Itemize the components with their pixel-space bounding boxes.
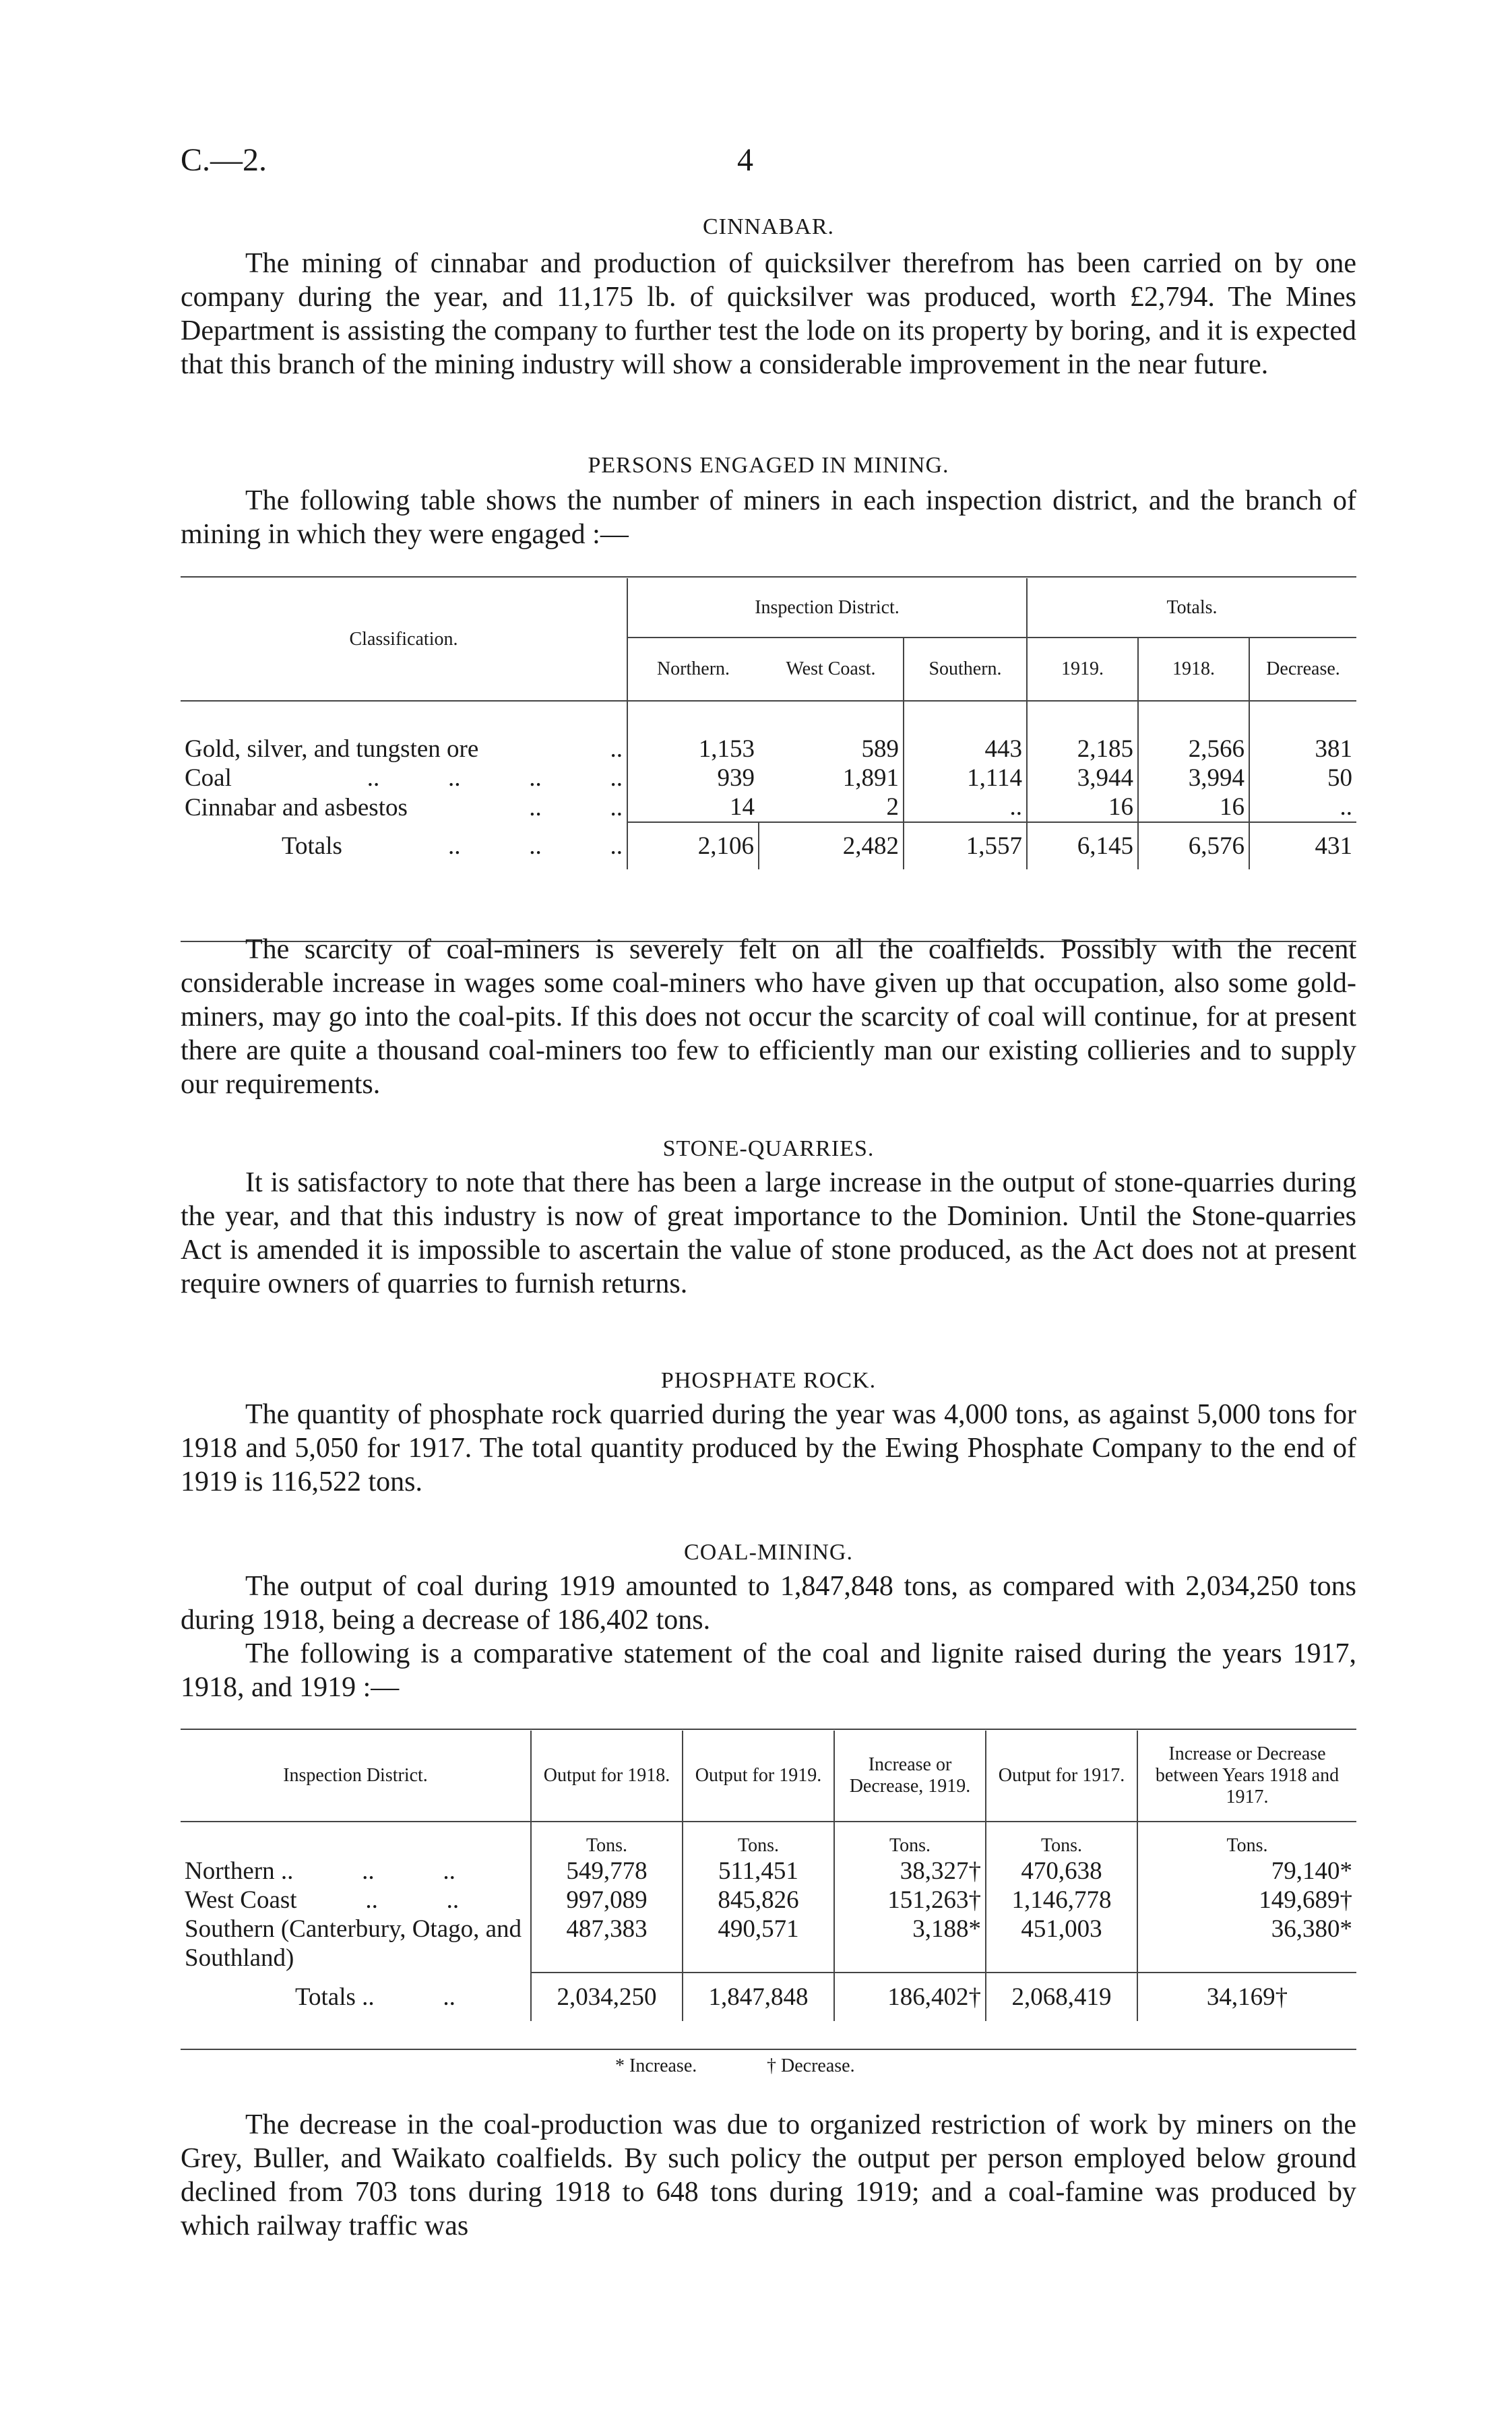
table-cell: 3,188* (834, 1915, 986, 1973)
stone-section (181, 1136, 1356, 1301)
table-row (181, 1915, 1356, 1973)
persons-heading: PERSONS ENGAGED IN MINING. (588, 453, 949, 478)
table-cell: 38,327† (834, 1857, 986, 1886)
table-cell: 939 (627, 764, 759, 793)
table-cell: 36,380* (1137, 1915, 1356, 1973)
unit-label: Tons. (1137, 1822, 1356, 1857)
table-cell: 16 (1027, 793, 1138, 822)
table2-bottom-rule (181, 2049, 1356, 2050)
coal-decrease-paragraph: The decrease in the coal-production was due to organized restriction of work by miners on the Grey, Buller, and Waikato coalfields. By such policy the output per person employed below ground declined from 703 tons during 1918 to 648 tons during 1919; and a coal-famine was produced by which railway traffic was (181, 2109, 1356, 2241)
persons-section (181, 453, 1356, 551)
table-cell: 487,383 (531, 1915, 683, 1973)
footnote-increase: * Increase. (615, 2055, 697, 2076)
col-change-1918-1917: Increase or Decrease between Years 1918 and 1917. (1137, 1731, 1356, 1822)
col-1919: 1919. (1027, 638, 1138, 701)
table-cell: 549,778 (531, 1857, 683, 1886)
table-cell: 50 (1249, 764, 1356, 793)
table-cell: 2,566 (1138, 735, 1249, 764)
district-header: Inspection District. (627, 578, 1027, 638)
table-cell: 2,185 (1027, 735, 1138, 764)
cinnabar-section (181, 214, 1356, 381)
table-row (181, 764, 1356, 793)
persons-intro: The following table shows the number of miners in each inspection district, and the branch of mining in which they were engaged :— (181, 485, 1356, 550)
row-leader-dots: .. .. .. (448, 832, 623, 860)
col-southern: Southern. (904, 638, 1027, 701)
table-cell: 443 (904, 735, 1027, 764)
totals-label: Totals (282, 832, 342, 860)
cinnabar-heading: CINNABAR. (702, 214, 835, 239)
col-output-1919: Output for 1919. (683, 1731, 834, 1822)
table-cell: 14 (627, 793, 759, 822)
table-cell: 1,891 (842, 764, 899, 792)
row-label: Coal (185, 764, 232, 792)
table-cell: 151,263† (834, 1886, 986, 1915)
row-leader-dots: .. .. .. .. (367, 764, 623, 792)
document-reference: C.—2. (181, 142, 267, 178)
scarcity-paragraph: The scarcity of coal-miners is severely felt on all the coalfields. Possibly with the recent considerable increase in wages some coal-miners who have given up that occupation, also some gold-miners, may go into the coal-pits. If this does not occur the scarcity of coal will continue, for at present there are quite a thousand coal-miners too few to efficiently man our existing collieries and to supply our requirements. (181, 934, 1356, 1100)
coal-table (181, 1731, 1356, 2021)
table-cell: 79,140* (1137, 1857, 1356, 1886)
row-leader-dots: .. .. (529, 793, 623, 821)
table-cell: 16 (1138, 793, 1249, 822)
cinnabar-paragraph: The mining of cinnabar and production of quicksilver therefrom has been carried on by one company during the year, and 11,175 lb. of quicksilver was produced, worth £2,794. The Mines Department is assisting the company to further test the lode on its property by boring, and it is expected that this branch of the mining industry will show a considerable improvement in the near future. (181, 248, 1356, 380)
table-cell: 845,826 (683, 1886, 834, 1915)
table-cell: 2 (886, 793, 899, 821)
col-output-1918: Output for 1918. (531, 1731, 683, 1822)
coal-decrease-section (181, 2108, 1356, 2243)
totals-row (181, 822, 1356, 869)
col-decrease: Decrease. (1249, 638, 1356, 701)
unit-label: Tons. (834, 1822, 986, 1857)
row-label: Northern .. .. .. (185, 1857, 455, 1885)
table-cell: 3,994 (1138, 764, 1249, 793)
phosphate-section (181, 1368, 1356, 1499)
totals-row (181, 1973, 1356, 2021)
table-cell: 1,557 (904, 822, 1027, 869)
coal-paragraph-1: The output of coal during 1919 amounted to 1,847,848 tons, as compared with 2,034,250 tons during 1918, being a decrease of 186,402 tons. (181, 1571, 1356, 1636)
persons-table (181, 578, 1356, 869)
page-header (181, 142, 1356, 182)
col-1918: 1918. (1138, 638, 1249, 701)
totals-label: Totals .. .. (295, 1983, 455, 2011)
table1-top-rule (181, 576, 1356, 578)
table-cell: 381 (1249, 735, 1356, 764)
stone-paragraph: It is satisfactory to note that there has been a large increase in the output of stone-quarries during the year, and that this industry is now of great importance to the Dominion. Until the Stone-quarries Act is amended it is impossible to ascertain the value of stone produced, as the Act does not at present require owners of quarries to furnish returns. (181, 1167, 1356, 1299)
table-row (181, 793, 1356, 822)
row-label: West Coast .. .. (185, 1886, 460, 1914)
phosphate-paragraph: The quantity of phosphate rock quarried during the year was 4,000 tons, as against 5,000 tons for 1918 and 5,050 for 1917. The total quantity produced by the Ewing Phosphate Company to the end of 1919 is 116,522 tons. (181, 1399, 1356, 1497)
table-row (181, 1857, 1356, 1886)
col-output-1917: Output for 1917. (986, 1731, 1137, 1822)
table2-top-rule (181, 1729, 1356, 1730)
table-cell: 6,576 (1138, 822, 1249, 869)
coal-heading: COAL-MINING. (684, 1540, 853, 1565)
footnote-decrease: † Decrease. (767, 2055, 855, 2076)
table-cell: 589 (861, 735, 899, 763)
table-cell: 451,003 (986, 1915, 1137, 1973)
col-inspection-district: Inspection District. (283, 1765, 428, 1786)
unit-label: Tons. (986, 1822, 1137, 1857)
totals-header: Totals. (1027, 578, 1356, 638)
table-cell: 149,689† (1137, 1886, 1356, 1915)
unit-label: Tons. (683, 1822, 834, 1857)
table-row (181, 1886, 1356, 1915)
table-cell: 2,034,250 (531, 1973, 683, 2021)
phosphate-heading: PHOSPHATE ROCK. (660, 1368, 877, 1393)
table-cell: .. (1249, 793, 1356, 822)
scarcity-section (181, 933, 1356, 1101)
table-cell: 2,068,419 (986, 1973, 1137, 2021)
col-northern: Northern. (627, 638, 759, 701)
table-cell: 470,638 (986, 1857, 1137, 1886)
table-row (181, 735, 1356, 764)
page-number: 4 (737, 142, 753, 178)
table-cell: 2,482 (759, 822, 904, 869)
table-cell: 1,114 (904, 764, 1027, 793)
table-cell: 997,089 (531, 1886, 683, 1915)
table-cell: 2,106 (627, 822, 759, 869)
col-change-1919: Increase or Decrease, 1919. (834, 1731, 986, 1822)
classification-header: Classification. (349, 628, 458, 650)
table-cell: 431 (1249, 822, 1356, 869)
table-cell: 34,169† (1137, 1973, 1356, 2021)
unit-label: Tons. (531, 1822, 683, 1857)
col-west-coast: West Coast. (786, 658, 876, 679)
table-cell: 1,146,778 (986, 1886, 1137, 1915)
table-cell: 1,847,848 (683, 1973, 834, 2021)
table-cell: 1,153 (627, 735, 759, 764)
coal-paragraph-2: The following is a comparative statement of the coal and lignite raised during the years 1917, 1918, and 1919 :— (181, 1638, 1356, 1703)
row-label: Cinnabar and asbestos (185, 793, 408, 821)
table-cell: .. (904, 793, 1027, 822)
row-label: Gold, silver, and tungsten ore (185, 735, 479, 763)
table-cell: 186,402† (834, 1973, 986, 2021)
stone-heading: STONE-QUARRIES. (662, 1136, 875, 1161)
table-cell: 3,944 (1027, 764, 1138, 793)
table-cell: 6,145 (1027, 822, 1138, 869)
table-cell: 511,451 (683, 1857, 834, 1886)
row-label: Southern (Canterbury, Otago, and Southland) (185, 1915, 522, 1972)
row-leader-dots: .. (610, 735, 623, 763)
table-cell: 490,571 (683, 1915, 834, 1973)
coal-section (181, 1540, 1356, 1704)
